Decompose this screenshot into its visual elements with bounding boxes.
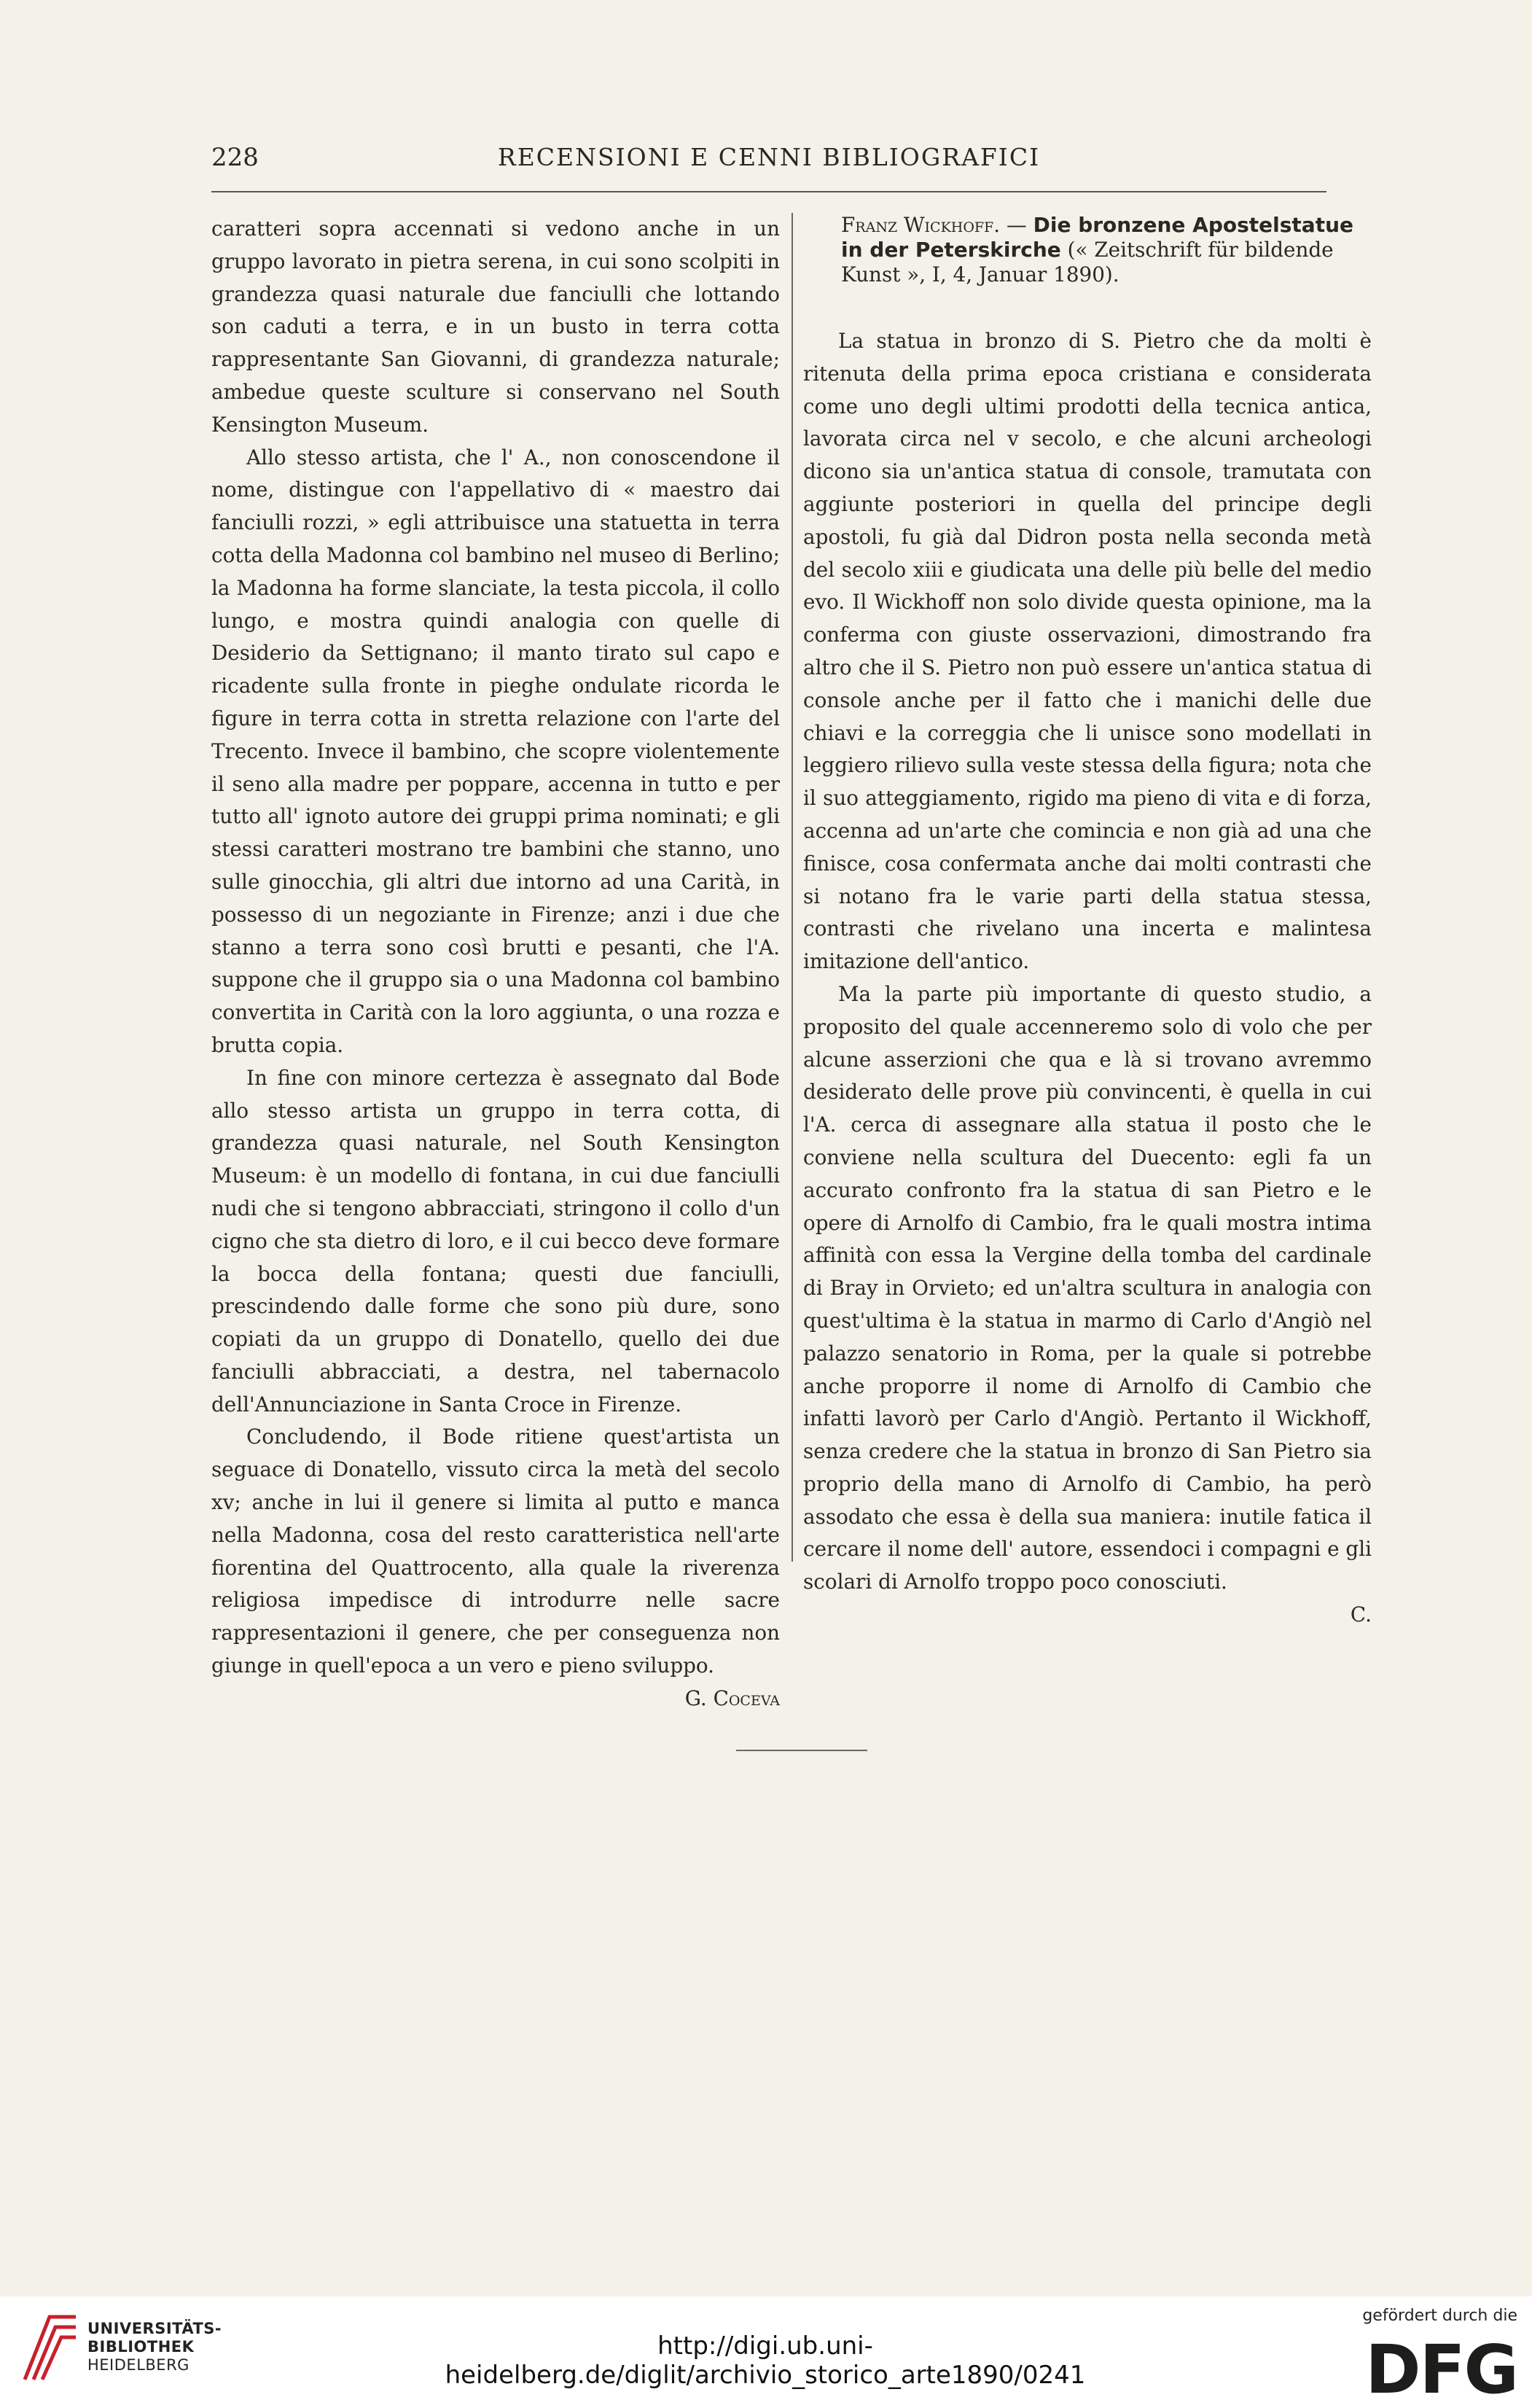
running-title: RECENSIONI E CENNI BIBLIOGRAFICI xyxy=(497,143,1041,171)
library-name-line-1: UNIVERSITÄTS- xyxy=(87,2320,222,2337)
column-divider xyxy=(792,213,793,1562)
left-paragraph-1: caratteri sopra accennati si vedono anche in un gruppo lavorato in pietra serena, in cui sono scolpiti in grandezza quasi naturale due fanciulli che lottando son caduti a terra, e in un busto in terra cotta rappresentante San Giovanni, di grandezza naturale; ambedue queste sculture si conservano nel South Kensington Museum. xyxy=(211,217,780,437)
left-paragraph-2: Allo stesso artista, che l' A., non conoscendone il nome, distingue con l'appellativo di « maestro dai fanciulli rozzi, » egli attribuisce una statuetta in terra cotta della Madonna col bambino nel museo di Berlino; la Madonna ha forme slanciate, la testa piccola, il collo lungo, e mostra quindi analogia con quelle di Desiderio da Settignano; il manto tirato sul capo e ricadente sulla fronte in pieghe ondulate ricorda le figure in terra cotta in stretta relazione con l'arte del Trecento. Invece il bambino, che scopre violentemente il seno alla madre per poppare, accenna in tutto e per tutto all' ignoto autore dei gruppi prima nominati; e gli stessi caratteri mostrano tre bambini che stanno, uno sulle ginocchia, gli altri due intorno ad una Carità, in possesso di un negoziante in Firenze; anzi i due che stanno a terra sono così brutti e pesanti, che l'A. suppone che il gruppo sia o una Madonna col bambino convertita in Carità con la loro aggiunta, o una rozza e brutta copia. xyxy=(211,445,780,1057)
left-paragraph-4: Concludendo, il Bode ritiene quest'artista un seguace di Donatello, vissuto circa la metà del secolo xv; anche in lui il genere si limita al putto e manca nella Madonna, cosa del resto caratteristica nell'arte fiorentina del Quattrocento, alla quale la riverenza religiosa impedisce di introdurre nelle sacre rappresentazioni il genere, che per conseguenza non giunge in quell'epoca a un vero e pieno sviluppo. xyxy=(211,1425,780,1678)
left-signature: G. Coceva xyxy=(684,1686,780,1710)
running-head xyxy=(211,143,1326,179)
left-paragraph-3: In fine con minore certezza è assegnato dal Bode allo stesso artista un gruppo in terra cotta, di grandezza quasi naturale, nel South Kensington Museum: è un modello di fontana, in cui due fanciulli nudi che si tengono abbracciati, stringono il collo d'un cigno che sta dietro di loro, e il cui becco deve formare la bocca della fontana; questi due fanciulli, prescindendo dalle forme che sono più dure, sono copiati da un gruppo di Donatello, quello dei due fanciulli abbracciati, a destra, nel tabernacolo dell'Annunciazione in Santa Croce in Firenze. xyxy=(211,1065,780,1417)
right-signature: C. xyxy=(1350,1602,1372,1627)
review-title: Die bronzene Apostelstatue in der Peterskirche xyxy=(841,213,1354,262)
dfg-wordmark-icon xyxy=(1335,2334,1517,2399)
dfg-wordmark-text: DFG xyxy=(1365,2334,1517,2399)
library-mark-icon xyxy=(20,2310,80,2385)
dfg-logo xyxy=(1328,2302,1517,2404)
review-author: Franz Wickhoff. xyxy=(841,213,1001,237)
review-source: (« Zeitschrift für bildende Kunst », I, 4, Januar 1890). xyxy=(841,238,1334,287)
permalink-url[interactable]: http://digi.ub.uni-heidelberg.de/diglit/archivio_storico_arte1890/0241 xyxy=(445,2331,1086,2390)
review-dash: — xyxy=(1000,213,1033,237)
right-paragraph-2: Ma la parte più importante di questo studio, a proposito del quale accenneremo solo di volo che per alcune asserzioni che qua e là si trovano avremmo desiderato delle prove più convincenti, è quella in cui l'A. cerca di assegnare alla statua il posto che le conviene nella scultura del Duecento: egli fa un accurato confronto fra la statua di san Pietro e le opere di Arnolfo di Cambio, fra le quali mostra intima affinità con essa la Vergine della tomba del cardinale di Bray in Orvieto; ed un'altra scultura in analogia con quest'ultima è la statua in marmo di Carlo d'Angiò nel palazzo senatorio in Roma, per la quale si potrebbe anche proporre il nome di Arnolfo di Cambio che infatti lavorò per Carlo d'Angiò. Pertanto il Wickhoff, senza credere che la statua in bronzo di San Pietro sia proprio della mano di Arnolfo di Cambio, ha però assodato che essa è della sua maniera: inutile fatica il cercare il nome dell' autore, essendoci i compagni e gli scolari di Arnolfo troppo poco conosciuti. xyxy=(803,981,1372,1594)
left-column xyxy=(211,213,780,1715)
library-logo xyxy=(20,2310,239,2390)
library-name xyxy=(87,2320,222,2374)
library-name-line-3: HEIDELBERG xyxy=(87,2356,189,2374)
digitization-footer xyxy=(0,2296,1532,2408)
right-paragraph-1: La statua in bronzo di S. Pietro che da molti è ritenuta della prima epoca cristiana e considerata come uno degli ultimi prodotti della tecnica antica, lavorata circa nel v secolo, e che alcuni archeologi dicono sia un'antica statua di console, tramutata con aggiunte posteriori in quella del principe degli apostoli, fu già dal Didron posta nella seconda metà del secolo xiii e giudicata una delle più belle del medio evo. Il Wickhoff non solo divide questa opinione, ma la conferma con giuste osservazioni, dimostrando fra altro che il S. Pietro non può essere un'antica statua di console anche per il fatto che i manichi delle due chiavi e la correggia che li unisce sono modellati in leggiero rilievo sulla veste stessa della figura; nota che il suo atteggiamento, rigido ma pieno di vita e di forza, accenna ad un'arte che comincia e non già ad una che finisce, cosa confermata anche dai molti contrasti che si notano fra le varie parti della statua stessa, contrasti che rivelano una incerta e malintesa imitazione dell'antico. xyxy=(803,329,1372,974)
library-name-line-2: BIBLIOTHEK xyxy=(87,2338,195,2356)
header-rule xyxy=(211,191,1326,192)
review-heading xyxy=(803,213,1372,287)
funding-caption: gefördert durch die xyxy=(1362,2307,1517,2325)
right-column xyxy=(803,213,1372,1632)
page-number: 228 xyxy=(211,143,259,172)
section-end-rule xyxy=(736,1750,867,1751)
